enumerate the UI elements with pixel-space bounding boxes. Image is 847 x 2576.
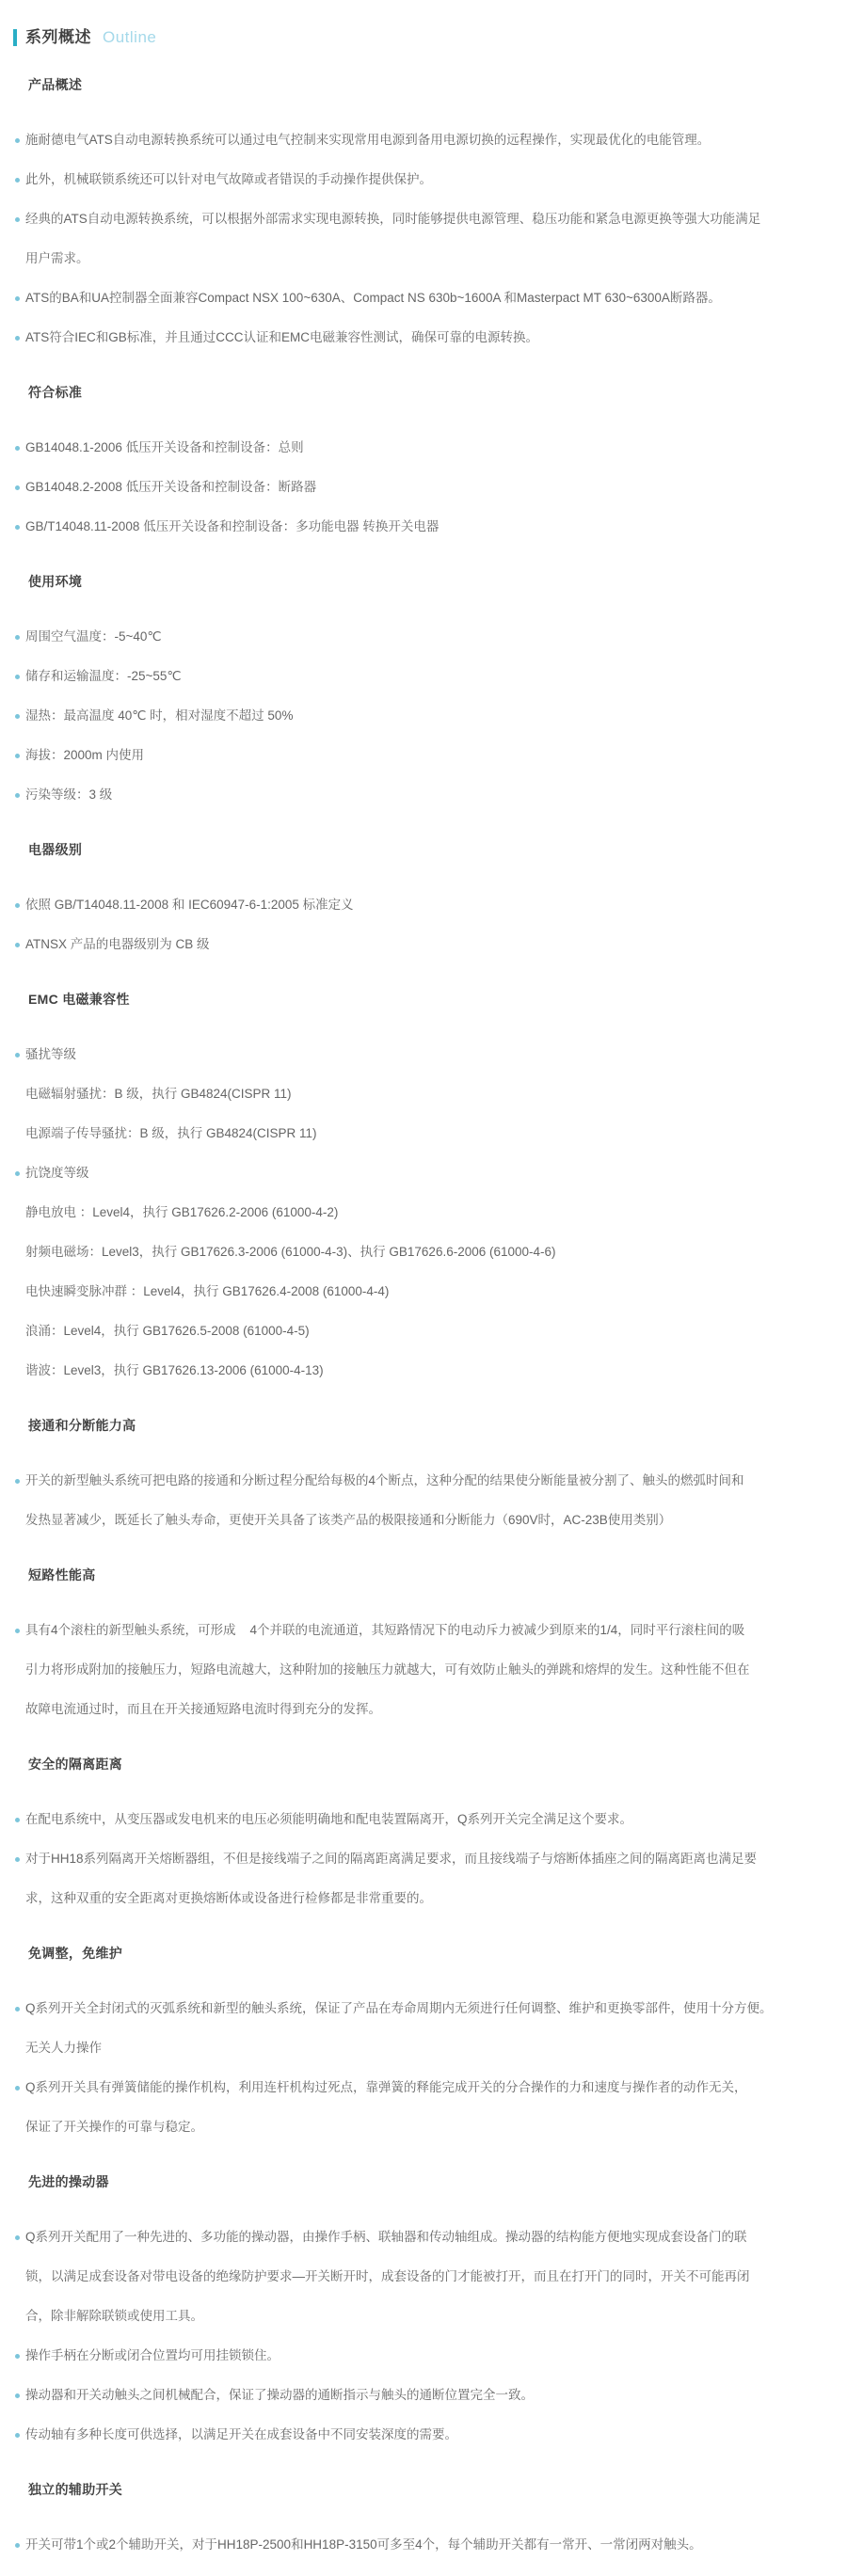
item-text: 浪涌：Level4，执行 GB17626.5-2008 (61000-4-5) xyxy=(25,1324,310,1338)
text-line xyxy=(0,1272,847,1312)
section-heading: 免调整，免维护 xyxy=(28,1946,123,1961)
bullet-item xyxy=(0,2068,847,2107)
page-title-en: Outline xyxy=(103,28,157,46)
section-emc xyxy=(0,979,847,1391)
bullet-item xyxy=(0,885,847,925)
bullet-dot-icon xyxy=(15,793,20,798)
bullet-dot-icon xyxy=(15,1629,20,1633)
item-text: 锁，以满足成套设备对带电设备的绝缘防护要求—开关断开时，成套设备的门才能被打开，而且在打开门的同时，开关不可能再闭 xyxy=(25,2269,750,2283)
item-text: Q系列开关配用了一种先进的、多功能的操动器，由操作手柄、联轴器和传动轴组成。操动器的结构能方便地实现成套设备门的联 xyxy=(25,2230,747,2244)
item-text: 电快速瞬变脉冲群 ：Level4，执行 GB17626.4-2008 (61000-4-4) xyxy=(25,1284,390,1298)
bullet-dot-icon xyxy=(15,675,20,679)
bullet-dot-icon xyxy=(15,1479,20,1484)
item-text: Q系列开关全封闭式的灭弧系统和新型的触头系统，保证了产品在寿命周期内无须进行任何调整、维护和更换零部件，使用十分方便。 xyxy=(25,2001,773,2015)
item-text: 湿热：最高温度 40℃ 时，相对湿度不超过 50% xyxy=(25,708,294,723)
bullet-item xyxy=(0,1989,847,2028)
bullet-item xyxy=(0,2376,847,2415)
item-text: 电源端子传导骚扰：B 级，执行 GB4824(CISPR 11) xyxy=(25,1126,317,1140)
bullet-item xyxy=(0,657,847,696)
section-no-adjustment-no-maintenance xyxy=(0,1933,847,2147)
section-heading: 使用环境 xyxy=(28,574,83,589)
page-title-zh: 系列概述 xyxy=(25,28,91,46)
bullet-item xyxy=(0,2218,847,2257)
item-text: 求，这种双重的安全距离对更换熔断体或设备进行检修都是非常重要的。 xyxy=(25,1891,432,1905)
section-product-overview xyxy=(0,65,847,358)
bullet-item xyxy=(0,2415,847,2455)
text-line xyxy=(0,2107,847,2147)
bullet-item xyxy=(0,925,847,964)
section-standards xyxy=(0,373,847,547)
bullet-item xyxy=(0,1611,847,1650)
item-text: 抗饶度等级 xyxy=(25,1166,89,1180)
bullet-dot-icon xyxy=(15,2393,20,2398)
bullet-item xyxy=(0,278,847,318)
bullet-dot-icon xyxy=(15,217,20,222)
text-line xyxy=(0,2297,847,2336)
item-text: 依照 GB/T14048.11-2008 和 IEC60947-6-1:2005 标准定义 xyxy=(25,898,354,912)
bullet-dot-icon xyxy=(15,485,20,490)
item-text: ATNSX 产品的电器级别为 CB 级 xyxy=(25,937,210,951)
bullet-item xyxy=(0,1035,847,1074)
bullet-item xyxy=(0,428,847,468)
item-text: 操动器和开关动触头之间机械配合，保证了操动器的通断指示与触头的通断位置完全一致。 xyxy=(25,2388,534,2402)
accent-bar-icon xyxy=(13,29,17,46)
text-line xyxy=(0,1879,847,1918)
bullet-item xyxy=(0,199,847,239)
item-text: 骚扰等级 xyxy=(25,1047,76,1061)
item-text: GB/T14048.11-2008 低压开关设备和控制设备：多功能电器 转换开关电器 xyxy=(25,519,439,533)
bullet-item xyxy=(0,160,847,199)
item-text: ATS的BA和UA控制器全面兼容Compact NSX 100~630A、Compact NS 630b~1600A 和Masterpact MT 630~6300A断路器。 xyxy=(25,291,721,305)
text-line xyxy=(0,239,847,278)
bullet-item xyxy=(0,1153,847,1193)
section-safe-isolation-distance xyxy=(0,1744,847,1918)
bullet-item xyxy=(0,318,847,358)
section-heading: 短路性能高 xyxy=(28,1567,96,1582)
bullet-item xyxy=(0,120,847,160)
item-text: 静电放电 ：Level4，执行 GB17626.2-2006 (61000-4-2) xyxy=(25,1205,339,1219)
bullet-dot-icon xyxy=(15,525,20,530)
item-text: 施耐德电气ATS自动电源转换系统可以通过电气控制来实现常用电源到备用电源切换的远程操作，实现最优化的电能管理。 xyxy=(25,133,711,147)
bullet-item xyxy=(0,696,847,736)
item-text: 发热显著减少，既延长了触头寿命，更使开关具备了该类产品的极限接通和分断能力（690V时，AC-23B使用类别） xyxy=(25,1513,672,1527)
item-text: 海拔：2000m 内使用 xyxy=(25,748,145,762)
item-text: 引力将形成附加的接触压力，短路电流越大，这种附加的接触压力就越大，可有效防止触头的弹跳和熔焊的发生。这种性能不但在 xyxy=(25,1662,750,1677)
bullet-dot-icon xyxy=(15,2433,20,2438)
item-text: 操作手柄在分断或闭合位置均可用挂锁锁住。 xyxy=(25,2348,280,2362)
bullet-dot-icon xyxy=(15,1053,20,1057)
item-text: ATS符合IEC和GB标准，并且通过CCC认证和EMC电磁兼容性测试，确保可靠的电源转换。 xyxy=(25,330,539,344)
item-text: 对于HH18系列隔离开关熔断器组，不但是接线端子之间的隔离距离满足要求，而且接线端子与熔断体插座之间的隔离距离也满足要 xyxy=(25,1852,758,1866)
text-line xyxy=(0,1312,847,1351)
item-text: 传动轴有多种长度可供选择，以满足开关在成套设备中不同安装深度的需要。 xyxy=(25,2427,457,2441)
text-line xyxy=(0,1193,847,1232)
section-short-circuit-performance xyxy=(0,1555,847,1729)
text-line xyxy=(0,2028,847,2068)
item-text: 污染等级：3 级 xyxy=(25,787,113,802)
section-heading: EMC 电磁兼容性 xyxy=(28,992,130,1007)
item-text: GB14048.1-2006 低压开关设备和控制设备：总则 xyxy=(25,440,304,454)
page-title xyxy=(13,25,847,50)
bullet-dot-icon xyxy=(15,754,20,758)
bullet-dot-icon xyxy=(15,2354,20,2359)
bullet-dot-icon xyxy=(15,2086,20,2091)
section-heading: 产品概述 xyxy=(28,77,83,92)
section-heading: 独立的辅助开关 xyxy=(28,2482,123,2497)
text-line xyxy=(0,1650,847,1690)
bullet-dot-icon xyxy=(15,1171,20,1176)
text-line xyxy=(0,1501,847,1540)
bullet-dot-icon xyxy=(15,2235,20,2240)
section-heading: 安全的隔离距离 xyxy=(28,1757,123,1772)
item-text: Q系列开关具有弹簧储能的操作机构，利用连杆机构过死点，靠弹簧的释能完成开关的分合操作的力和速度与操作者的动作无关， xyxy=(25,2080,747,2094)
bullet-item xyxy=(0,468,847,507)
item-text: 用户需求。 xyxy=(25,251,89,265)
section-heading: 符合标准 xyxy=(28,385,83,400)
section-independent-auxiliary-switch xyxy=(0,2470,847,2565)
bullet-item xyxy=(0,775,847,815)
text-line xyxy=(0,1232,847,1272)
item-text: 开关可带1个或2个辅助开关，对于HH18P-2500和HH18P-3150可多至4个，每个辅助开关都有一常开、一常闭两对触头。 xyxy=(25,2537,702,2552)
bullet-item xyxy=(0,1839,847,1879)
text-line xyxy=(0,1690,847,1729)
bullet-dot-icon xyxy=(15,336,20,341)
section-advanced-operator xyxy=(0,2162,847,2455)
item-text: 射频电磁场：Level3，执行 GB17626.3-2006 (61000-4-3)、执行 GB17626.6-2006 (61000-4-6) xyxy=(25,1245,556,1259)
bullet-dot-icon xyxy=(15,178,20,183)
text-line xyxy=(0,1074,847,1114)
bullet-dot-icon xyxy=(15,2007,20,2012)
bullet-item xyxy=(0,1800,847,1839)
item-text: 故障电流通过时，而且在开关接通短路电流时得到充分的发挥。 xyxy=(25,1702,381,1716)
bullet-dot-icon xyxy=(15,1857,20,1862)
bullet-dot-icon xyxy=(15,943,20,947)
bullet-dot-icon xyxy=(15,1818,20,1822)
bullet-dot-icon xyxy=(15,446,20,451)
item-text: GB14048.2-2008 低压开关设备和控制设备：断路器 xyxy=(25,480,317,494)
item-text: 经典的ATS自动电源转换系统，可以根据外部需求实现电源转换，同时能够提供电源管理、稳压功能和紧急电源更换等强大功能满足 xyxy=(25,212,761,226)
bullet-item xyxy=(0,2336,847,2376)
item-text: 保证了开关操作的可靠与稳定。 xyxy=(25,2120,203,2134)
bullet-dot-icon xyxy=(15,296,20,301)
item-text: 开关的新型触头系统可把电路的接通和分断过程分配给每极的4个断点，这种分配的结果使分断能量被分割了、触头的燃弧时间和 xyxy=(25,1473,744,1487)
section-environment xyxy=(0,562,847,815)
bullet-dot-icon xyxy=(15,138,20,143)
section-appliance-class xyxy=(0,830,847,964)
bullet-item xyxy=(0,2525,847,2565)
item-text: 合，除非解除联锁或使用工具。 xyxy=(25,2309,203,2323)
text-line xyxy=(0,1114,847,1153)
text-line xyxy=(0,2257,847,2297)
item-text: 此外，机械联锁系统还可以针对电气故障或者错误的手动操作提供保护。 xyxy=(25,172,432,186)
section-heading: 电器级别 xyxy=(28,842,83,857)
bullet-dot-icon xyxy=(15,635,20,640)
section-heading: 接通和分断能力高 xyxy=(28,1418,136,1433)
item-text: 在配电系统中，从变压器或发电机来的电压必须能明确地和配电装置隔离开，Q系列开关完全满足这个要求。 xyxy=(25,1812,632,1826)
section-heading: 先进的操动器 xyxy=(28,2174,109,2189)
item-text: 储存和运输温度：-25~55℃ xyxy=(25,669,182,683)
bullet-dot-icon xyxy=(15,903,20,908)
bullet-item xyxy=(0,507,847,547)
item-text: 无关人力操作 xyxy=(25,2041,102,2055)
bullet-dot-icon xyxy=(15,714,20,719)
bullet-item xyxy=(0,617,847,657)
item-text: 谐波：Level3，执行 GB17626.13-2006 (61000-4-13) xyxy=(25,1363,324,1377)
bullet-item xyxy=(0,736,847,775)
bullet-dot-icon xyxy=(15,2543,20,2548)
bullet-item xyxy=(0,1461,847,1501)
item-text: 具有4个滚柱的新型触头系统，可形成 4个并联的电流通道，其短路情况下的电动斥力被减少到原来的1/4，同时平行滚柱间的吸 xyxy=(25,1623,745,1637)
text-line xyxy=(0,1351,847,1391)
item-text: 电磁辐射骚扰：B 级，执行 GB4824(CISPR 11) xyxy=(25,1087,292,1101)
item-text: 周围空气温度：-5~40℃ xyxy=(25,629,162,644)
section-making-breaking-capacity xyxy=(0,1406,847,1540)
